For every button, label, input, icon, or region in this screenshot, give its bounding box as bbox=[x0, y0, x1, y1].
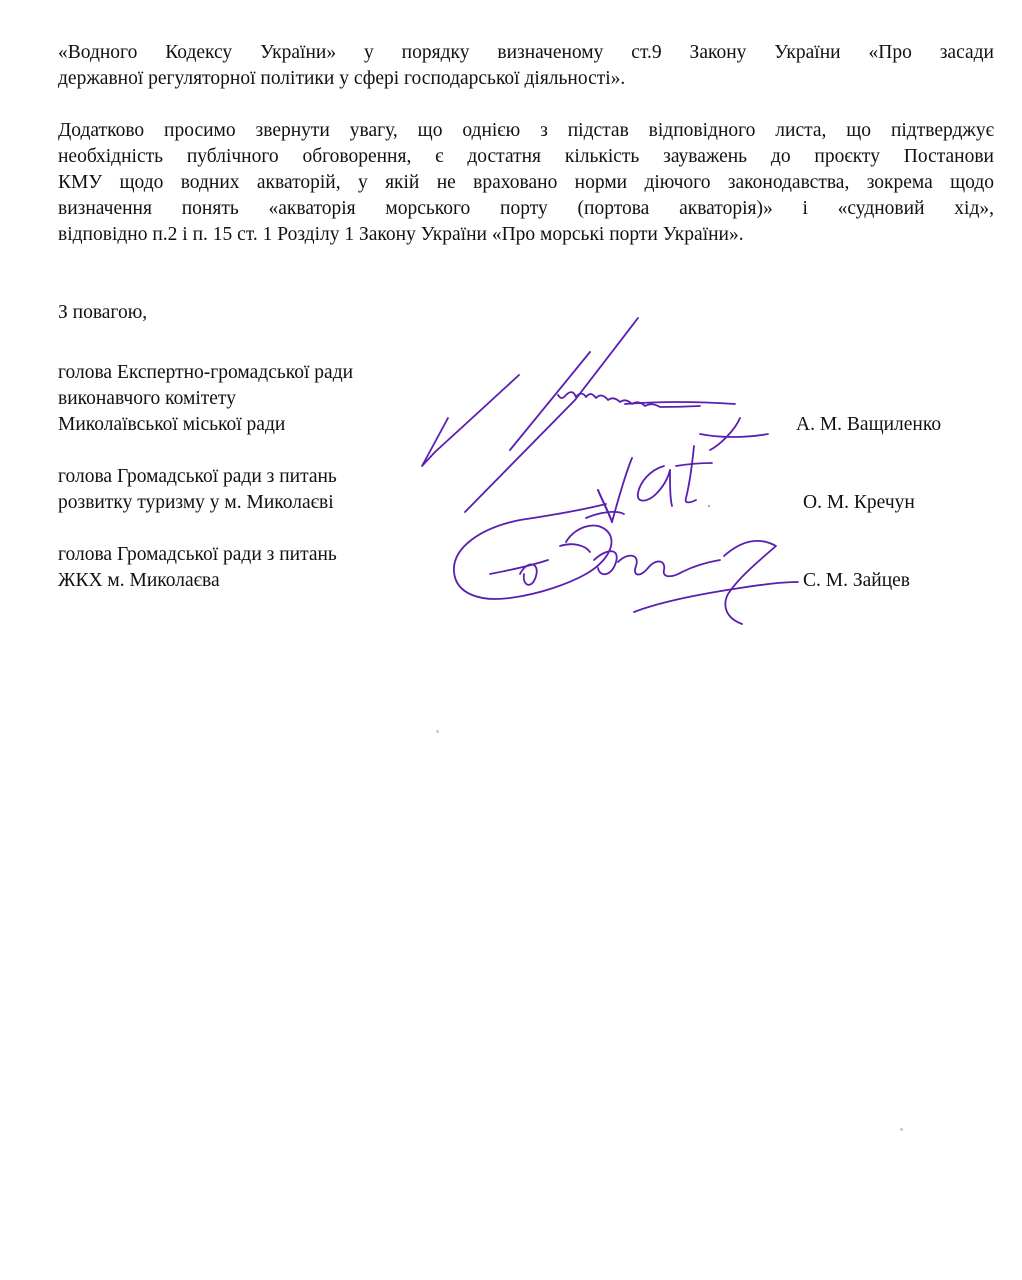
signatory-title-zaitsev bbox=[58, 542, 337, 594]
signatory-title-line: голова Громадської ради з питань bbox=[58, 544, 337, 565]
paragraph-line: Додатково просимо звернути увагу, що однією з підстав відповідного листа, що підтверджує bbox=[58, 120, 994, 141]
signatory-title-line: ЖКХ м. Миколаєва bbox=[58, 570, 220, 591]
signature-vashchylenko bbox=[422, 318, 768, 512]
paragraph-line: визначення понять «акваторія морського порту (портова акваторія)» і «судновий хід», bbox=[58, 198, 994, 219]
signatory-title-vashchylenko bbox=[58, 360, 353, 438]
paragraph-line: необхідність публічного обговорення, є достатня кількість зауважень до проєкту Постанови bbox=[58, 146, 994, 167]
signature-krechun bbox=[586, 446, 712, 522]
signatory-title-krechun bbox=[58, 464, 337, 516]
signature-zaitsev bbox=[454, 504, 798, 624]
signatory-title-line: виконавчого комітету bbox=[58, 388, 236, 409]
paragraph-line: відповідно п.2 і п. 15 ст. 1 Розділу 1 Закону України «Про морські порти України». bbox=[58, 224, 744, 245]
paragraph-regulatory-policy bbox=[58, 40, 994, 92]
scan-speck bbox=[436, 730, 439, 733]
signatory-title-line: голова Експертно-громадської ради bbox=[58, 362, 354, 383]
closing-greeting: З повагою, bbox=[58, 302, 148, 323]
scan-speck bbox=[708, 505, 710, 507]
paragraph-line: «Водного Кодексу України» у порядку визначеному ст.9 Закону України «Про засади bbox=[58, 42, 994, 63]
paragraph-line: державної регуляторної політики у сфері господарської діяльності». bbox=[58, 68, 626, 89]
signatory-name-zaitsev: С. М. Зайцев bbox=[803, 570, 911, 591]
signatory-title-line: розвитку туризму у м. Миколаєві bbox=[58, 492, 334, 513]
signatory-title-line: Миколаївської міської ради bbox=[58, 414, 286, 435]
signatory-name-krechun: О. М. Кречун bbox=[803, 492, 915, 513]
paragraph-additional-request bbox=[58, 118, 994, 248]
scan-speck bbox=[900, 1128, 903, 1131]
signatory-name-vashchylenko: А. М. Ващиленко bbox=[796, 414, 942, 435]
paragraph-line: КМУ щодо водних акваторій, у якій не враховано норми діючого законодавства, зокрема щодо bbox=[58, 172, 994, 193]
signatory-title-line: голова Громадської ради з питань bbox=[58, 466, 337, 487]
